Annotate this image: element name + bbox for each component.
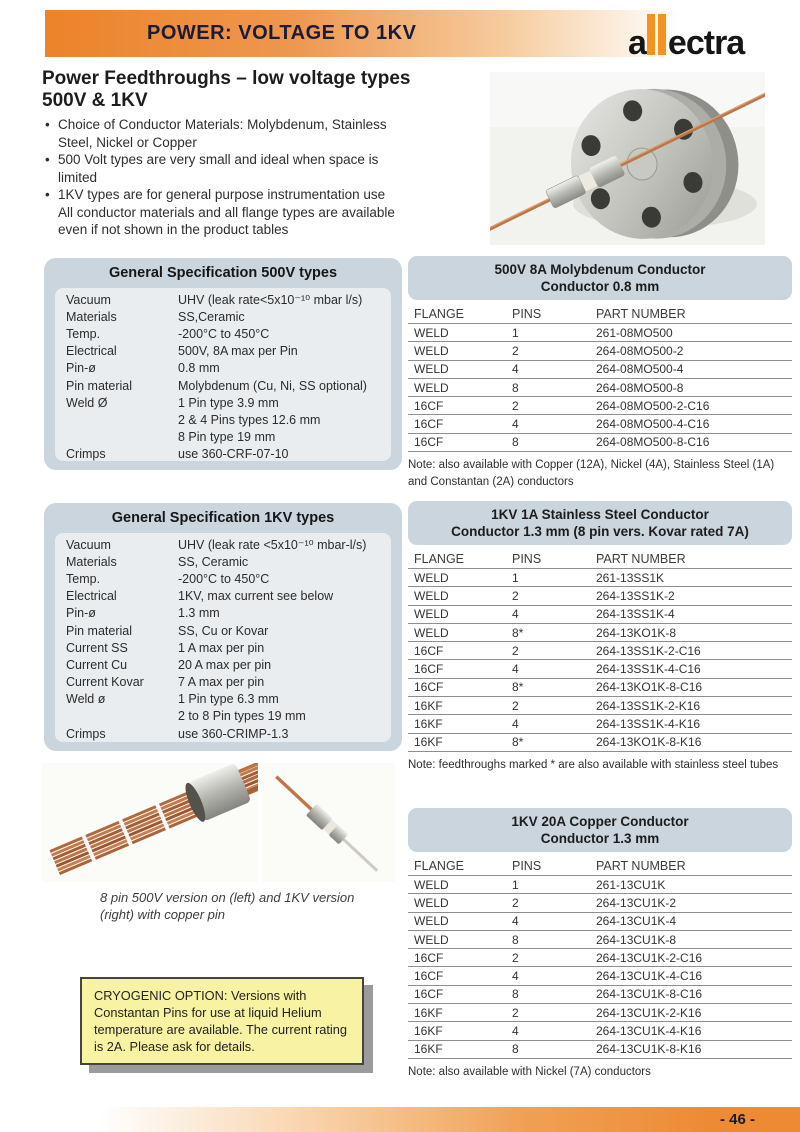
allectra-logo [628,10,744,60]
cell: Temp. [66,571,101,586]
section-title [42,68,410,112]
part-row [408,361,792,379]
table-header-row [408,550,792,569]
cell: 264-13SS1K-2 [596,588,675,603]
cell: -200°C to 450°C [178,326,270,341]
part-row [408,660,792,678]
cell: 16KF [414,1042,443,1057]
cell: 264-13SS1K-2-C16 [596,643,701,658]
header-bar [45,10,700,57]
cell: use 360-CRF-07-10 [178,447,289,461]
part-row [408,734,792,752]
col-flange: FLANGE [414,552,465,566]
cell: WELD [414,877,449,892]
cell: -200°C to 450°C [178,571,270,586]
spec-row [66,656,387,673]
spec-box-1kv [44,503,402,751]
cell: WELD [414,625,449,640]
cell: • [45,187,50,202]
cell: 16KF [414,735,443,750]
cell: Crimps [66,726,106,741]
cell: Electrical [66,344,117,359]
cell: 500 Volt types are very small and ideal when space is limited [58,152,379,185]
page-number: - 46 - [719,1111,755,1128]
table-title-line2: Conductor 1.3 mm (8 pin vers. Kovar rated 7A) [451,524,749,539]
feedthrough-1kv-photo [262,763,395,882]
cell: Crimps [66,447,106,461]
bullet-item [45,151,420,186]
cell: 1.3 mm [178,606,220,621]
cell: WELD [414,343,449,358]
table-note: Note: also available with Copper (12A), Nickel (4A), Stainless Steel (1A) and Constantan (2A) conductors [408,459,775,489]
cell: 16CF [414,643,444,658]
col-pins: PINS [512,859,542,873]
cell: 2 [512,643,519,658]
cell: 264-13CU1K-4 [596,914,677,929]
part-row [408,931,792,949]
spec-row [66,291,387,308]
cell: 1 A max per pin [178,640,265,655]
cell: 2 [512,895,519,910]
cell: 4 [512,417,519,432]
part-row [408,397,792,415]
spec-row [66,308,387,325]
section-title-line1: Power Feedthroughs – low voltage types [42,68,411,89]
cell: 264-13KO1K-8-K16 [596,735,702,750]
cell: 4 [512,969,519,984]
cell: 264-08MO500-8-C16 [596,435,710,450]
cell: Pin material [66,623,132,638]
part-row [408,342,792,360]
part-row [408,697,792,715]
cell: Current Cu [66,657,128,672]
col-part-number: PART NUMBER [596,859,686,873]
col-pins: PINS [512,307,542,321]
table-header-row [408,305,792,324]
cell: 8* [512,735,524,750]
table-body [408,569,792,752]
logo-bar-icon [647,14,655,55]
cell: Weld ø [66,692,106,707]
cell: 264-13KO1K-8 [596,625,677,640]
logo-text-ectra: ectra [667,24,745,62]
spec-row [66,553,387,570]
cell: UHV (leak rate <5x10⁻¹⁰ mbar-l/s) [178,538,367,553]
spec-row [66,360,387,377]
cell: 8 [512,1042,519,1057]
cell: • [45,152,50,167]
cell: 8 Pin type 19 mm [178,430,276,445]
cell: Temp. [66,326,101,341]
spec-row [66,394,387,411]
cell: Materials [66,309,117,324]
part-row [408,1041,792,1059]
table-header-row [408,857,792,876]
cell: 1KV types are for general purpose instrumentation use [58,187,386,202]
part-row [408,967,792,985]
part-row [408,324,792,342]
spec-row [66,536,387,553]
spec-row [66,377,387,394]
table-body [408,324,792,452]
part-row [408,624,792,642]
cell: Electrical [66,589,117,604]
spec-row [66,691,387,708]
cell: 4 [512,1024,519,1039]
cell: 264-08MO500-2-C16 [596,398,710,413]
cell: 16CF [414,987,444,1002]
cell: 264-13CU1K-8 [596,932,677,947]
cell: Pin-ø [66,606,96,621]
part-row [408,876,792,894]
part-row [408,434,792,452]
spec-rows [55,288,391,461]
logo-text-a: a [628,24,646,62]
col-flange: FLANGE [414,859,465,873]
spec-row [66,639,387,656]
spec-row [66,343,387,360]
table-title-line2: Conductor 1.3 mm [540,831,660,846]
cell: 2 & 4 Pins types 12.6 mm [178,412,321,427]
cell: use 360-CRIMP-1.3 [178,726,289,741]
cell: 8 [512,932,519,947]
cell: 264-08MO500-4 [596,362,684,377]
part-row [408,587,792,605]
part-row [408,569,792,587]
cell: Vacuum [66,292,111,307]
spec-row [66,588,387,605]
cell: 16CF [414,969,444,984]
cell: Pin material [66,378,132,393]
cell: • [45,117,50,132]
part-table-1kv-ss [408,501,792,774]
cell: 16CF [414,435,444,450]
cell: 1KV, max current see below [178,589,334,604]
cell: 500V, 8A max per Pin [178,344,298,359]
feature-bullet-list [45,116,420,239]
page-title: POWER: VOLTAGE TO 1KV [147,22,417,44]
spec-row [66,674,387,691]
cell: WELD [414,932,449,947]
part-table-500v [408,256,792,491]
cell: 4 [512,717,519,732]
table-title [408,256,792,300]
cell: 1 [512,570,519,585]
table-title-line1: 500V 8A Molybdenum Conductor [494,262,706,277]
cell: 8* [512,625,524,640]
col-pins: PINS [512,552,542,566]
photo-caption: 8 pin 500V version on (left) and 1KV version (right) with copper pin [100,890,355,922]
spec-row [66,325,387,342]
cell: 8 [512,987,519,1002]
cell: Current SS [66,640,128,655]
cell: 1 [512,325,519,340]
cell: 264-13SS1K-4-C16 [596,662,701,677]
col-part-number: PART NUMBER [596,307,686,321]
cell: 1 Pin type 6.3 mm [178,692,279,707]
table-body [408,876,792,1059]
part-row [408,986,792,1004]
cell: 1 [512,877,519,892]
cell: Molybdenum (Cu, Ni, SS optional) [178,378,367,393]
table-title-line1: 1KV 20A Copper Conductor [511,814,689,829]
cell: 16CF [414,950,444,965]
spec-box-title: General Specification 1KV types [111,510,335,526]
cell: 264-08MO500-4-C16 [596,417,710,432]
cell: 16CF [414,680,444,695]
cell: WELD [414,362,449,377]
cell: All conductor materials and all flange types are available even if not shown in the product tables [58,204,395,237]
cell: 16KF [414,717,443,732]
cell: 261-13SS1K [596,570,665,585]
cell: 16CF [414,417,444,432]
cell: WELD [414,570,449,585]
cell: 16KF [414,1005,443,1020]
cell: Pin-ø [66,361,96,376]
feedthrough-8pin-photo [42,763,258,882]
col-flange: FLANGE [414,307,465,321]
cell: WELD [414,895,449,910]
cell: 264-08MO500-8 [596,380,684,395]
cell: 261-13CU1K [596,877,666,892]
cell: SS, Cu or Kovar [178,623,269,638]
cell: 2 [512,343,519,358]
cell: 16KF [414,1024,443,1039]
cell: 4 [512,914,519,929]
cell: 8 [512,435,519,450]
spec-row [66,570,387,587]
cell: 264-13CU1K-2-K16 [596,1005,702,1020]
part-row [408,642,792,660]
table-title [408,808,792,852]
table-title-line2: Conductor 0.8 mm [540,279,660,294]
table-note: Note: also available with Nickel (7A) conductors [408,1065,651,1078]
logo-bar-icon [658,14,666,55]
cell: 261-08MO500 [596,325,673,340]
bullet-item [45,186,420,204]
part-row [408,606,792,624]
cell: 16KF [414,698,443,713]
cell: 264-13SS1K-2-K16 [596,698,701,713]
cell: 264-13SS1K-4-K16 [596,717,701,732]
spec-row [66,429,387,446]
cell: 20 A max per pin [178,657,272,672]
cell: UHV (leak rate<5x10⁻¹⁰ mbar l/s) [178,293,363,308]
cell: 2 [512,588,519,603]
cell: Choice of Conductor Materials: Molybdenum, Stainless Steel, Nickel or Copper [58,117,387,150]
col-part-number: PART NUMBER [596,552,686,566]
cell: 2 [512,1005,519,1020]
part-row [408,1004,792,1022]
cell: 2 to 8 Pin types 19 mm [178,709,306,724]
cell: 4 [512,362,519,377]
cell: WELD [414,607,449,622]
cell: 264-13CU1K-4-K16 [596,1024,702,1039]
cell: 4 [512,662,519,677]
cell: 2 [512,398,519,413]
cell: SS,Ceramic [178,309,245,324]
cell: Weld Ø [66,395,108,410]
cell: 264-13CU1K-2-C16 [596,950,703,965]
cell: Vacuum [66,537,111,552]
part-row [408,1022,792,1040]
cell: 8* [512,680,524,695]
spec-row [66,446,387,461]
part-row [408,894,792,912]
cell: 264-13CU1K-8-K16 [596,1042,702,1057]
cell: WELD [414,325,449,340]
section-title-line2: 500V & 1KV [42,90,148,111]
spec-box-500v [44,258,402,470]
footer-bar [100,1107,800,1132]
spec-row [66,708,387,725]
cell: WELD [414,380,449,395]
cell: 7 A max per pin [178,675,265,690]
cell: SS, Ceramic [178,554,249,569]
flange-product-photo [490,72,765,245]
cell: Current Kovar [66,675,144,690]
cell: 1 Pin type 3.9 mm [178,395,279,410]
part-row [408,415,792,433]
cell: 264-13CU1K-4-C16 [596,969,703,984]
table-title [408,501,792,545]
table-note: Note: feedthroughs marked * are also available with stainless steel tubes [408,758,779,771]
table-title-line1: 1KV 1A Stainless Steel Conductor [491,507,709,522]
cell: 2 [512,950,519,965]
cell: 2 [512,698,519,713]
bullet-item [45,204,420,239]
cell: 16CF [414,398,444,413]
spec-row [66,622,387,639]
spec-box-title: General Specification 500V types [108,265,338,281]
cell: 8 [512,380,519,395]
part-row [408,913,792,931]
spec-row [66,725,387,742]
cell: 264-13SS1K-4 [596,607,675,622]
cell: 264-13KO1K-8-C16 [596,680,703,695]
spec-row [66,411,387,428]
part-row [408,679,792,697]
cell: 16CF [414,662,444,677]
cell: 264-08MO500-2 [596,343,684,358]
cell: 264-13CU1K-8-C16 [596,987,703,1002]
cell [45,204,58,239]
cryogenic-option-note: CRYOGENIC OPTION: Versions with Constantan Pins for use at liquid Helium temperature are available. The current rating is 2A. Please ask for details. [80,977,364,1065]
part-row [408,715,792,733]
part-row [408,379,792,397]
cell: 4 [512,607,519,622]
cell: WELD [414,914,449,929]
cell: Materials [66,554,117,569]
part-row [408,949,792,967]
spec-row [66,605,387,622]
cell: 0.8 mm [178,361,220,376]
spec-rows [55,533,391,742]
part-table-1kv-cu [408,808,792,1081]
cell: 264-13CU1K-2 [596,895,677,910]
bullet-item [45,116,420,151]
cell: WELD [414,588,449,603]
